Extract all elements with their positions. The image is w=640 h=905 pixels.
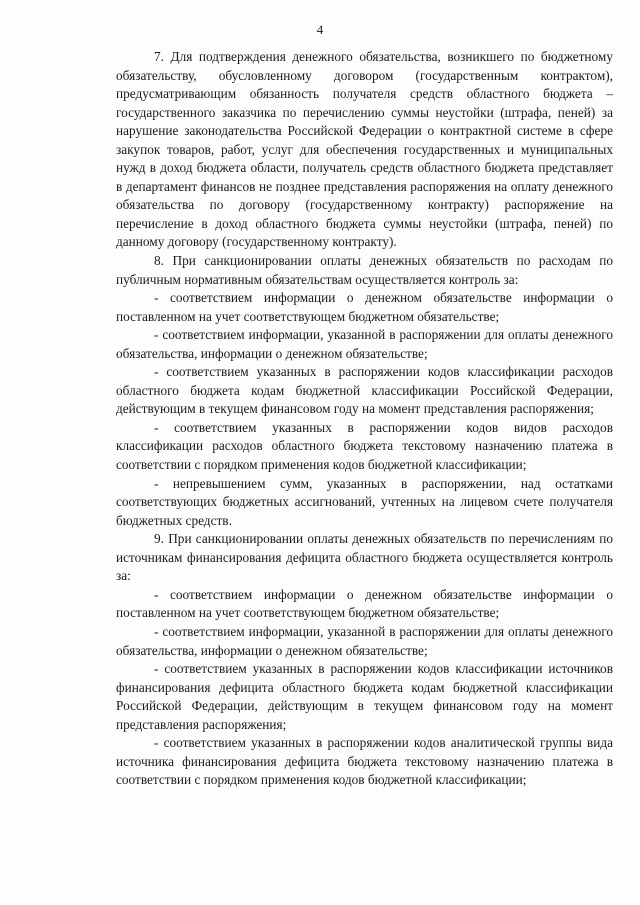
paragraph-8-item-2: - соответствием информации, указанной в распоряжении для оплаты денежного обязательства, информации о денежном обязательстве; bbox=[116, 327, 613, 361]
paragraph-8-item-5: - непревышением сумм, указанных в распоряжении, над остатками соответствующих бюджетных ассигнований, учтенных на лицевом счете получателя бюджетных средств. bbox=[116, 475, 613, 528]
paragraph-9-item-1: - соответствием информации о денежном обязательстве информации о поставленном на учет соответствующем бюджетном обязательстве; bbox=[116, 586, 613, 621]
paragraph-8: 8. При санкционировании оплаты денежных обязательств по расходам по публичным нормативным обязательствам осуществляется контроль за: bbox=[116, 253, 613, 287]
paragraph-9-item-4: - соответствием указанных в распоряжении кодов аналитической группы вида источника финансирования дефицита бюджета текстовому назначению платежа в соответствии с порядком применения кодов бюджетной классификации; bbox=[116, 735, 613, 788]
paragraph-8-item-4: - соответствием указанных в распоряжении кодов видов расходов классификации расходов областного бюджета текстовому назначению платежа в соответствии с порядком применения кодов бюджетной классификации; bbox=[116, 419, 613, 473]
page-number: 4 bbox=[316, 22, 324, 37]
paragraph-7: 7. Для подтверждения денежного обязательства, возникшего по бюджетному обязательству, обусловленному договором (государственным контрактом), предусматривающим обязанность получателя средств областного бюджета – государственного заказчика по перечислению суммы неустойки (штрафа, пеней) за нарушение законодательства Российской Федерации о контрактной системе в сфере закупок товаров, работ, услуг для обеспечения государственных и муниципальных нужд в доход бюджета области, получатель средств областного бюджета представляет в департамент финансов не позднее представления распоряжения на оплату денежного обязательства по договору (государственному контракту) распоряжение на перечисление в доход областного бюджета суммы неустойки (штрафа, пеней) по данному договору (государственному контракту). bbox=[116, 49, 613, 250]
paragraph-9-item-2: - соответствием информации, указанной в распоряжении для оплаты денежного обязательства, информации о денежном обязательстве; bbox=[116, 623, 613, 658]
paragraph-9: 9. При санкционировании оплаты денежных обязательств по перечислениям по источникам финансирования дефицита областного бюджета осуществляется контроль за: bbox=[116, 531, 613, 584]
paragraph-8-item-3: - соответствием указанных в распоряжении кодов классификации расходов областного бюджета кодам бюджетной классификации Российской Федерации, действующим в текущем финансовом году на момент представления распоряжения; bbox=[116, 364, 613, 417]
paragraph-8-item-1: - соответствием информации о денежном обязательстве информации о поставленном на учет соответствующем бюджетном обязательстве; bbox=[116, 290, 613, 324]
paragraph-9-item-3: - соответствием указанных в распоряжении кодов классификации источников финансирования дефицита областного бюджета кодам бюджетной классификации Российской Федерации, действующим в текущем финансовом году на момент представления распоряжения; bbox=[116, 661, 613, 732]
document-body bbox=[116, 48, 613, 790]
